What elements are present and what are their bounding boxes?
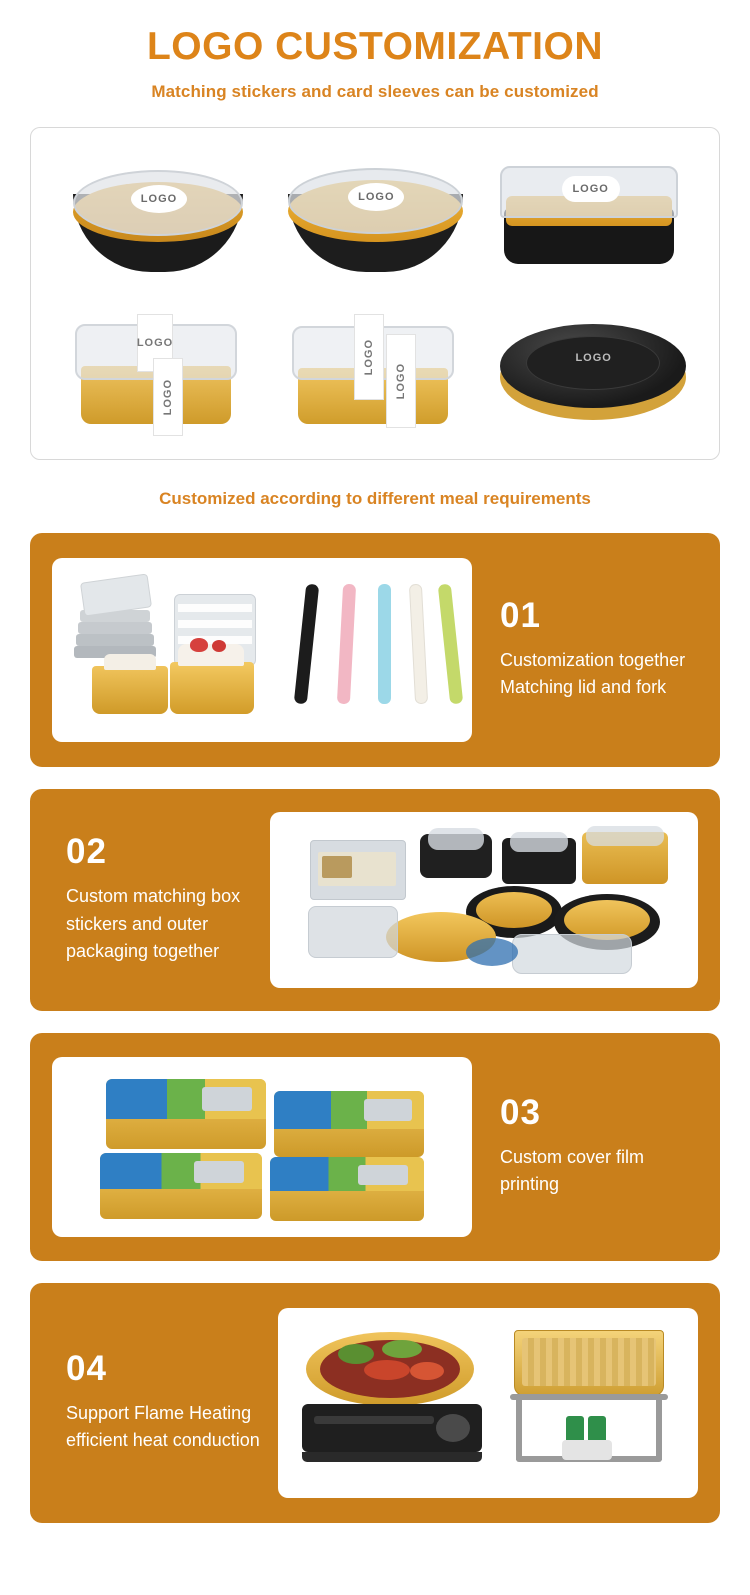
feature-text-02	[30, 834, 270, 965]
showcase-logo-2: LOGO	[348, 183, 404, 211]
showcase-sleeve-4a: LOGO	[137, 314, 173, 372]
feature-text-04	[30, 1351, 278, 1455]
feature-number-02: 02	[66, 832, 107, 872]
header	[0, 0, 750, 102]
feature-photo-02	[270, 812, 698, 988]
showcase-logo-3: LOGO	[562, 176, 620, 202]
showcase-logo-6: LOGO	[575, 351, 612, 364]
feature-desc-04: Support Flame Heating efficient heat conduction	[66, 1403, 260, 1451]
feature-desc-03: Custom cover film printing	[500, 1147, 645, 1195]
page-title: LOGO CUSTOMIZATION	[146, 25, 604, 68]
showcase-sleeve-4b: LOGO	[153, 358, 183, 436]
feature-number-03: 03	[500, 1093, 541, 1133]
showcase-item-2	[268, 146, 483, 296]
showcase-grid	[53, 146, 699, 446]
feature-text-03	[472, 1095, 720, 1199]
showcase-item-4	[53, 296, 268, 446]
page-subtitle: Matching stickers and card sleeves can be customized	[151, 81, 599, 101]
showcase-sleeve-5b: LOGO	[386, 334, 416, 428]
showcase-logo-1: LOGO	[131, 185, 187, 213]
feature-number-04: 04	[66, 1349, 107, 1389]
feature-text-01	[472, 598, 720, 702]
showcase-item-1	[53, 146, 268, 296]
showcase-panel	[30, 127, 720, 460]
feature-photo-01	[52, 558, 472, 742]
mid-caption: Customized according to different meal requirements	[159, 488, 591, 508]
showcase-item-5	[268, 296, 483, 446]
feature-desc-01: Customization together Matching lid and fork	[500, 650, 686, 698]
showcase-item-6	[484, 296, 699, 446]
feature-row-01	[30, 533, 720, 767]
feature-desc-02: Custom matching box stickers and outer packaging together	[66, 886, 241, 962]
feature-photo-03	[52, 1057, 472, 1237]
feature-row-03	[30, 1033, 720, 1261]
feature-list	[0, 533, 750, 1523]
showcase-sleeve-5a: LOGO	[354, 314, 384, 400]
feature-number-01: 01	[500, 596, 541, 636]
feature-photo-04	[278, 1308, 698, 1498]
showcase-item-3	[484, 146, 699, 296]
feature-row-02	[30, 789, 720, 1011]
feature-row-04	[30, 1283, 720, 1523]
